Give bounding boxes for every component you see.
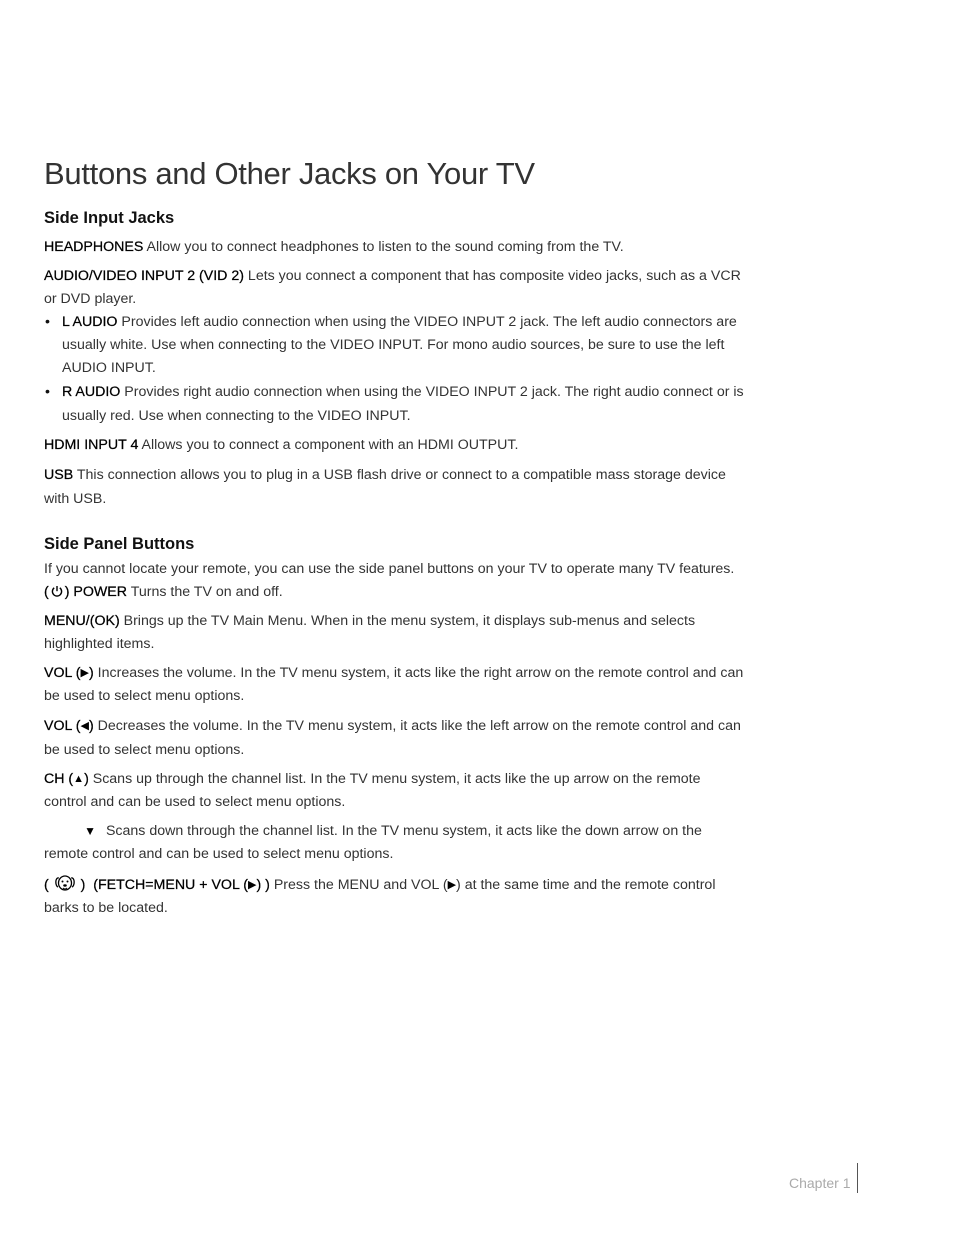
fetch-entry [44, 872, 744, 920]
av-input-term: AUDIO/VIDEO INPUT 2 (VID 2) [44, 268, 244, 284]
l-audio-desc: Provides left audio connection when using the VIDEO INPUT 2 jack. The left audio connectors are usually white. Use when connecting to the VIDEO INPUT. For mono audio sources, be sure to use the left AUDIO INPUT. [62, 314, 737, 376]
power-open-paren: ( [44, 584, 49, 600]
hdmi-desc: Allows you to connect a component with an HDMI OUTPUT. [138, 437, 519, 453]
vol-up-desc: Increases the volume. In the TV menu system, it acts like the right arrow on the remote control and can be used to select menu options. [44, 665, 744, 704]
fetch-desc-b: ) at the same time and the remote control barks to be located. [44, 877, 716, 916]
list-item [44, 311, 744, 380]
dog-icon [53, 872, 77, 894]
menu-entry [44, 610, 744, 656]
r-audio-desc: Provides right audio connection when using the VIDEO INPUT 2 jack. The right audio connect or is usually red. Use when connecting to the VIDEO INPUT. [62, 384, 744, 424]
vol-up-term-a: VOL ( [44, 665, 81, 681]
power-desc: Turns the TV on and off. [127, 584, 283, 600]
ch-up-term-b: ) [84, 771, 89, 787]
fetch-desc-a: Press the MENU and VOL ( [269, 877, 448, 893]
vol-down-desc: Decreases the volume. In the TV menu system, it acts like the left arrow on the remote control and can be used to select menu options. [44, 718, 741, 758]
hdmi-entry [44, 434, 744, 457]
vol-up-entry [44, 662, 744, 708]
power-icon [50, 584, 64, 598]
ch-down-entry [44, 820, 744, 866]
footer-divider [857, 1163, 858, 1193]
chapter-label: Chapter 1 [789, 1175, 851, 1191]
vol-up-term-b: ) [89, 665, 94, 681]
right-triangle-icon: ▶ [80, 667, 89, 679]
side-input-jacks-section [44, 207, 744, 511]
headphones-entry [44, 236, 744, 259]
down-triangle-icon: ▼ [84, 824, 96, 838]
side-input-heading: Side Input Jacks [44, 209, 175, 227]
menu-desc: Brings up the TV Main Menu. When in the menu system, it displays sub-menus and selects highlighted items. [44, 613, 696, 652]
usb-entry [44, 463, 744, 511]
usb-desc: This connection allows you to plug in a USB flash drive or connect to a compatible mass storage device with USB. [44, 467, 726, 507]
audio-bullet-list [44, 311, 744, 428]
ch-up-entry [44, 768, 744, 814]
up-triangle-icon: ▲ [73, 773, 85, 785]
l-audio-term: L AUDIO [62, 314, 118, 330]
side-panel-heading: Side Panel Buttons [44, 535, 195, 553]
list-item [44, 380, 744, 428]
ch-up-desc: Scans up through the channel list. In the TV menu system, it acts like the up arrow on the remote control and can be used to select menu options. [44, 771, 701, 810]
right-triangle-icon: ▶ [248, 879, 257, 891]
fetch-mid-paren: ) [76, 877, 94, 893]
fetch-term-a: (FETCH=MENU + VOL ( [93, 877, 249, 893]
r-audio-term: R AUDIO [62, 384, 121, 400]
av-input-desc: Lets you connect a component that has composite video jacks, such as a VCR or DVD player. [44, 268, 741, 307]
hdmi-term: HDMI INPUT 4 [44, 437, 139, 453]
headphones-desc: Allow you to connect headphones to listen to the sound coming from the TV. [143, 239, 624, 255]
vol-down-entry [44, 714, 744, 762]
menu-term: MENU/(OK) [44, 613, 120, 629]
right-triangle-icon: ▶ [447, 879, 457, 891]
side-panel-intro: If you cannot locate your remote, you can use the side panel buttons on your TV to operate many TV features. [44, 561, 735, 577]
power-entry [44, 581, 744, 604]
ch-up-term-a: CH ( [44, 771, 74, 787]
page-content [44, 152, 744, 926]
fetch-open-paren: ( [44, 877, 53, 893]
left-triangle-icon: ◀ [80, 720, 89, 732]
power-close-paren: ) [64, 584, 74, 600]
usb-term: USB [44, 467, 74, 483]
side-panel-buttons-section [44, 533, 744, 920]
ch-down-desc: Scans down through the channel list. In the TV menu system, it acts like the down arrow on the remote control and can be used to select menu options. [44, 823, 702, 862]
fetch-term-b: ) ) [256, 877, 270, 893]
av-input-entry [44, 265, 744, 311]
headphones-term: HEADPHONES [44, 239, 144, 255]
vol-down-term-b: ) [89, 718, 94, 734]
vol-down-term-a: VOL ( [44, 718, 81, 734]
page-title: Buttons and Other Jacks on Your TV [44, 156, 535, 191]
power-term: POWER [73, 584, 128, 600]
